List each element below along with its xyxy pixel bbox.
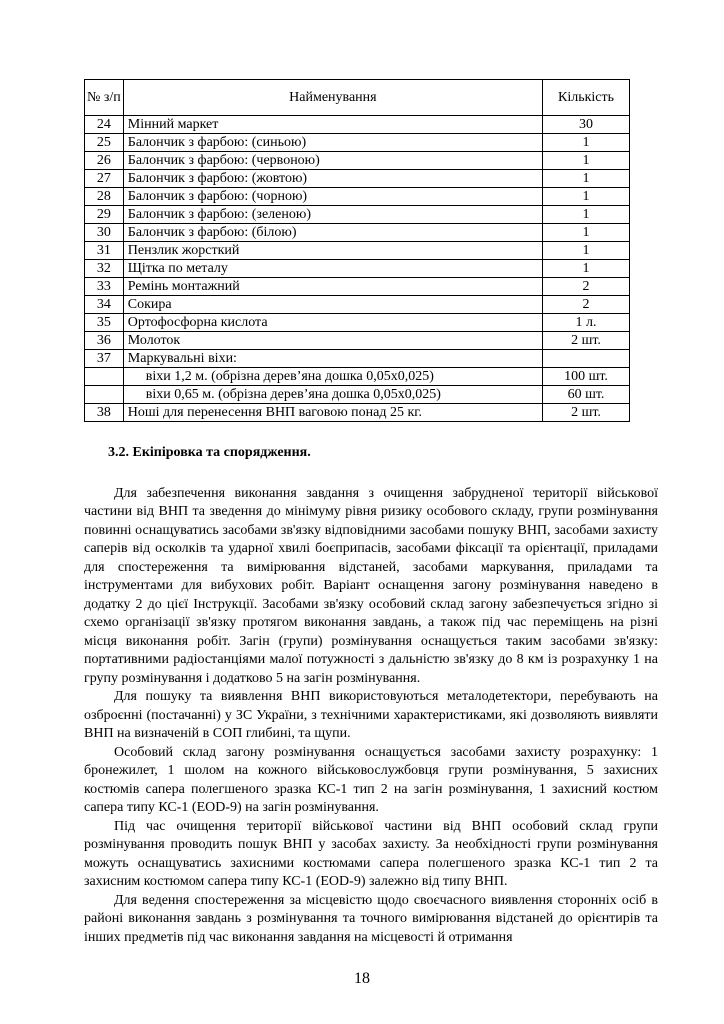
row-num (85, 368, 124, 386)
row-num: 35 (85, 314, 124, 332)
row-num: 25 (85, 134, 124, 152)
row-name: Балончик з фарбою: (червоною) (123, 152, 542, 170)
section-equipment (84, 444, 658, 947)
table-body (85, 116, 630, 422)
header-num: № з/п (85, 80, 124, 116)
table-row (85, 224, 630, 242)
row-num: 24 (85, 116, 124, 134)
header-name: Найменування (123, 80, 542, 116)
row-qty: 60 шт. (543, 386, 630, 404)
table-row (85, 242, 630, 260)
row-num (85, 386, 124, 404)
table-row (85, 386, 630, 404)
table-row (85, 170, 630, 188)
row-num: 34 (85, 296, 124, 314)
table-row (85, 116, 630, 134)
table-row (85, 350, 630, 368)
paragraph: Особовий склад загону розмінування оснащується засобами захисту розрахунку: 1 бронежилет, 1 шолом на кожного військовослужбовця групи розмінування, 5 захисних костюмів сапера полегшеного зразка КС-1 тип 2 на загін розмінування, 1 захисний костюм сапера типу КС-1 (EOD-9) на загін розмінування. (84, 744, 658, 815)
row-qty: 100 шт. (543, 368, 630, 386)
row-num: 28 (85, 188, 124, 206)
table-row (85, 296, 630, 314)
section-heading: 3.2. Екіпіровка та спорядження. (108, 445, 311, 460)
row-qty: 1 (543, 206, 630, 224)
row-name: Балончик з фарбою: (білою) (123, 224, 542, 242)
row-qty: 1 (543, 170, 630, 188)
row-name: Мінний маркет (123, 116, 542, 134)
paragraph: Для забезпечення виконання завдання з очищення забрудненої території військової частини від ВНП та зведення до мінімуму рівня ризику особового складу, групи розмінування повинні оснащуватись засобами зв'язку відповідними засобами пошуку ВНП, засобами захисту саперів від осколків та ударної хвилі боєприпасів, засобами фіксації та орієнтації, приладами для спостереження та вимірювання відстаней, засобами маркування, приладами та інструментами для вибухових робіт. Варіант оснащення загону розмінування наведено в додатку 2 до цієї Інструкції. Засобами зв'язку особовий склад загону забезпечується згідно зі схемо організації зв'язку протягом виконання завдань, а також під час переміщень на різні місця виконання робіт. Загін (групи) розмінування оснащується таким засобами зв'язку: портативними радіостанціями малої потужності з дальністю зв'язку до 8 км із розрахунку 1 на групу розмінування і додатково 5 на загін розмінування. (84, 485, 658, 686)
row-name: Маркувальні віхи: (123, 350, 542, 368)
row-qty: 2 шт. (543, 332, 630, 350)
row-name: Балончик з фарбою: (чорною) (123, 188, 542, 206)
row-num: 27 (85, 170, 124, 188)
row-name: Ноші для перенесення ВНП ваговою понад 25 кг. (123, 404, 542, 422)
table-row (85, 314, 630, 332)
table-row (85, 206, 630, 224)
row-name: віхи 0,65 м. (обрізна дерев’яна дошка 0,05х0,025) (123, 386, 542, 404)
table-row (85, 404, 630, 422)
row-name: Пензлик жорсткий (123, 242, 542, 260)
paragraph: Для ведення спостереження за місцевістю щодо своєчасного виявлення сторонніх осіб в районі виконання завдань з розмінування та точного вимірювання відстаней до орієнтирів та інших предметів під час виконання завдання на місцевості й отримання (84, 892, 658, 945)
row-qty: 1 (543, 188, 630, 206)
row-name: Балончик з фарбою: (зеленою) (123, 206, 542, 224)
equipment-table (84, 79, 630, 422)
row-num: 31 (85, 242, 124, 260)
row-name: Ортофосфорна кислота (123, 314, 542, 332)
table-row (85, 188, 630, 206)
row-name: Молоток (123, 332, 542, 350)
row-name: Балончик з фарбою: (синьою) (123, 134, 542, 152)
row-qty: 1 (543, 134, 630, 152)
row-qty: 1 (543, 224, 630, 242)
row-name: віхи 1,2 м. (обрізна дерев’яна дошка 0,05х0,025) (123, 368, 542, 386)
row-num: 30 (85, 224, 124, 242)
row-qty: 2 шт. (543, 404, 630, 422)
row-num: 36 (85, 332, 124, 350)
row-qty: 1 (543, 242, 630, 260)
table-row (85, 152, 630, 170)
row-name: Балончик з фарбою: (жовтою) (123, 170, 542, 188)
row-qty: 2 (543, 278, 630, 296)
row-qty: 1 (543, 260, 630, 278)
row-qty: 1 (543, 152, 630, 170)
table-header-row (85, 80, 630, 116)
row-num: 37 (85, 350, 124, 368)
row-num: 33 (85, 278, 124, 296)
row-qty (543, 350, 630, 368)
table-row (85, 368, 630, 386)
row-num: 29 (85, 206, 124, 224)
table-row (85, 134, 630, 152)
page-number: 18 (354, 970, 370, 987)
row-name: Щітка по металу (123, 260, 542, 278)
table-row (85, 332, 630, 350)
row-qty: 30 (543, 116, 630, 134)
paragraph: Для пошуку та виявлення ВНП використовуються металодетектори, перебувають на озброєнні (постачанні) у ЗС України, з технічними характеристиками, які дозволяють виявляти ВНП на визначеній в СОП глибині, та щупи. (84, 689, 658, 741)
header-qty: Кількість (543, 80, 630, 116)
row-name: Ремінь монтажний (123, 278, 542, 296)
row-num: 38 (85, 404, 124, 422)
paragraph: Під час очищення території військової частини від ВНП особовий склад групи розмінування проводить пошук ВНП у засобах захисту. За необхідності групи розмінування можуть оснащуватись захисними костюмами сапера полегшеного зразка КС-1 тип 2 та захисним костюмом сапера типу КС-1 (EOD-9) залежно від типу ВНП. (84, 818, 658, 889)
row-qty: 2 (543, 296, 630, 314)
row-name: Сокира (123, 296, 542, 314)
row-num: 26 (85, 152, 124, 170)
table-row (85, 260, 630, 278)
table-row (85, 278, 630, 296)
row-num: 32 (85, 260, 124, 278)
row-qty: 1 л. (543, 314, 630, 332)
